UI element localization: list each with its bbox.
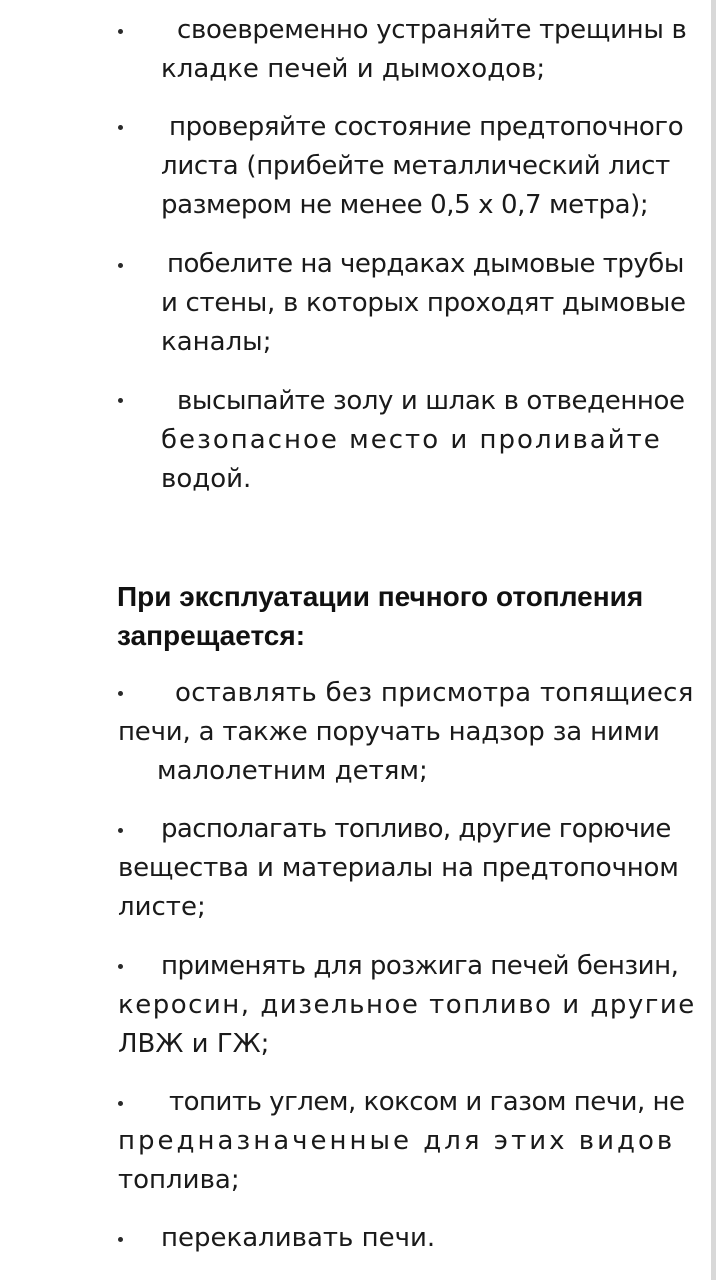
- list-item-line: проверяйте состояние предтопочного: [169, 112, 684, 142]
- list-item-line: перекаливать печи.: [161, 1223, 436, 1253]
- list-item-line: кладке печей и дымоходов;: [161, 54, 546, 84]
- list-item-line: топлива;: [118, 1165, 240, 1195]
- list-item-line: высыпайте золу и шлак в отведенное: [177, 386, 685, 416]
- list-item-line: размером не менее 0,5 х 0,7 метра);: [161, 190, 649, 220]
- list-item-line: керосин, дизельное топливо и другие: [118, 990, 696, 1020]
- bullet-dot: [118, 964, 123, 969]
- list-item-line: безопасное место и проливайте: [161, 425, 662, 455]
- page-edge-shadow: [711, 0, 716, 1280]
- bullet-dot: [118, 29, 123, 34]
- bullet-dot: [118, 398, 123, 403]
- list-item-line: листе;: [118, 892, 206, 922]
- list-item-line: малолетним детям;: [157, 756, 428, 786]
- list-item-line: водой.: [161, 464, 252, 494]
- section-heading: При эксплуатации печного отопления: [117, 581, 644, 612]
- list-item-line: ЛВЖ и ГЖ;: [118, 1029, 270, 1059]
- list-item-line: побелите на чердаках дымовые трубы: [167, 249, 684, 279]
- bullet-dot: [118, 263, 123, 268]
- list-item-line: топить углем, коксом и газом печи, не: [169, 1087, 685, 1117]
- list-item-line: вещества и материалы на предтопочном: [118, 853, 679, 883]
- list-item-line: оставлять без присмотра топящиеся: [175, 678, 694, 708]
- bullet-dot: [118, 125, 123, 130]
- list-item-line: располагать топливо, другие горючие: [161, 814, 671, 844]
- list-item-line: применять для розжига печей бензин,: [161, 951, 679, 981]
- bullet-dot: [118, 1101, 123, 1106]
- list-item-line: и стены, в которых проходят дымовые: [161, 288, 686, 318]
- bullet-dot: [118, 691, 123, 696]
- list-item-line: листа (прибейте металлический лист: [161, 151, 671, 181]
- bullet-dot: [118, 1237, 123, 1242]
- list-item-line: предназначенные для этих видов: [118, 1126, 676, 1156]
- bullet-dot: [118, 828, 123, 833]
- list-item-line: печи, а также поручать надзор за ними: [118, 717, 660, 747]
- section-heading-continued: запрещается:: [117, 620, 306, 651]
- list-item-line: своевременно устраняйте трещины в: [177, 15, 687, 45]
- list-item-line: каналы;: [161, 327, 272, 357]
